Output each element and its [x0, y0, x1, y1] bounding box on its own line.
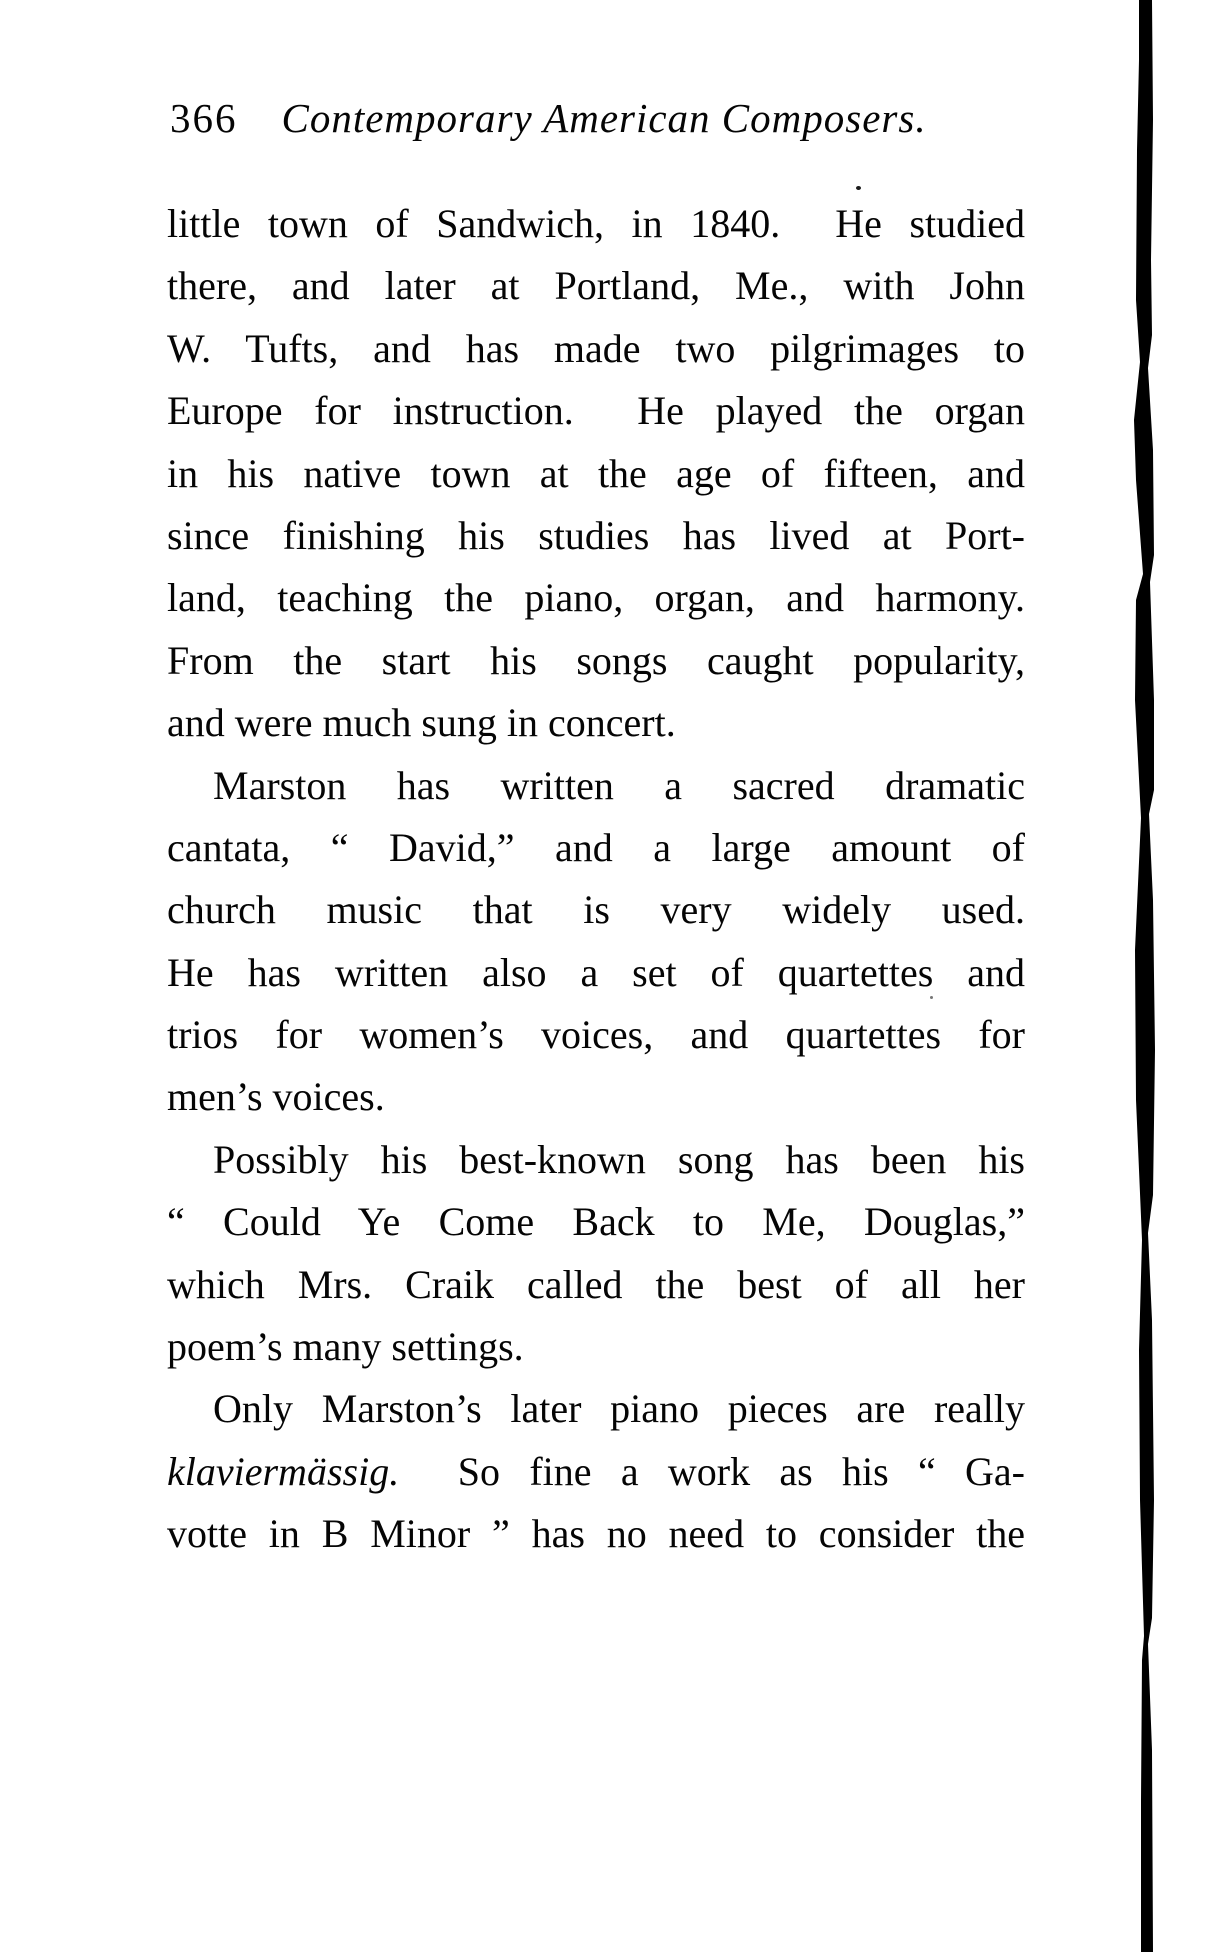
text-segment: there, and later at Portland, Me., with John — [167, 263, 1025, 309]
text-segment: since finishing his studies has lived at Port- — [167, 512, 1025, 558]
body-text-block — [167, 193, 1025, 1566]
italic-text-segment: klaviermässig. — [167, 1448, 400, 1494]
text-segment: Europe for instruction. He played the organ — [167, 388, 1025, 434]
text-segment: Marston has written a sacred dramatic — [213, 762, 1025, 808]
text-segment: “ Could Ye Come Back to Me, Douglas,” — [167, 1199, 1025, 1245]
running-head — [170, 94, 1030, 142]
text-line — [167, 692, 1025, 754]
page-number: 366 — [170, 95, 238, 141]
text-segment: which Mrs. Craik called the best of all her — [167, 1261, 1025, 1307]
running-head-title: Contemporary American Composers. — [281, 95, 927, 141]
text-segment: in his native town at the age of fifteen, and — [167, 450, 1025, 496]
text-line — [167, 193, 1025, 255]
text-segment: poem’s many settings. — [167, 1324, 524, 1370]
text-line — [167, 255, 1025, 317]
text-line — [167, 1316, 1025, 1378]
scan-speck — [856, 186, 861, 190]
text-line — [167, 567, 1025, 629]
text-segment: little town of Sandwich, in 1840. He studied — [167, 201, 1025, 246]
text-line — [167, 1254, 1025, 1316]
text-segment: trios for women’s voices, and quartettes for — [167, 1012, 1025, 1058]
text-line — [167, 1503, 1025, 1565]
text-line — [167, 630, 1025, 692]
text-line — [167, 318, 1025, 380]
text-segment: votte in B Minor ” has no need to consider the — [167, 1511, 1025, 1557]
text-line — [167, 755, 1025, 817]
text-line — [167, 942, 1025, 1004]
text-segment: Only Marston’s later piano pieces are really — [213, 1386, 1025, 1432]
text-line — [167, 1191, 1025, 1253]
text-segment: men’s voices. — [167, 1074, 385, 1120]
text-segment: cantata, “ David,” and a large amount of — [167, 824, 1025, 870]
text-line — [167, 1378, 1025, 1440]
text-segment: and were much sung in concert. — [167, 700, 676, 746]
text-line — [167, 505, 1025, 567]
text-segment: So fine a work as his “ Ga- — [399, 1448, 1025, 1494]
text-line — [167, 879, 1025, 941]
text-line — [167, 1066, 1025, 1128]
text-line — [167, 443, 1025, 505]
text-segment: From the start his songs caught popularity, — [167, 637, 1025, 683]
text-line — [167, 380, 1025, 442]
text-line — [167, 1004, 1025, 1066]
text-segment: church music that is very widely used. — [167, 887, 1025, 933]
scan-speck — [930, 996, 933, 999]
text-line — [167, 1129, 1025, 1191]
text-segment: He has written also a set of quartettes and — [167, 949, 1025, 995]
text-segment: W. Tufts, and has made two pilgrimages to — [167, 325, 1025, 371]
text-segment: Possibly his best-known song has been his — [213, 1136, 1025, 1182]
text-segment: land, teaching the piano, organ, and harmony. — [167, 575, 1025, 621]
text-line — [167, 817, 1025, 879]
text-line — [167, 1441, 1025, 1503]
